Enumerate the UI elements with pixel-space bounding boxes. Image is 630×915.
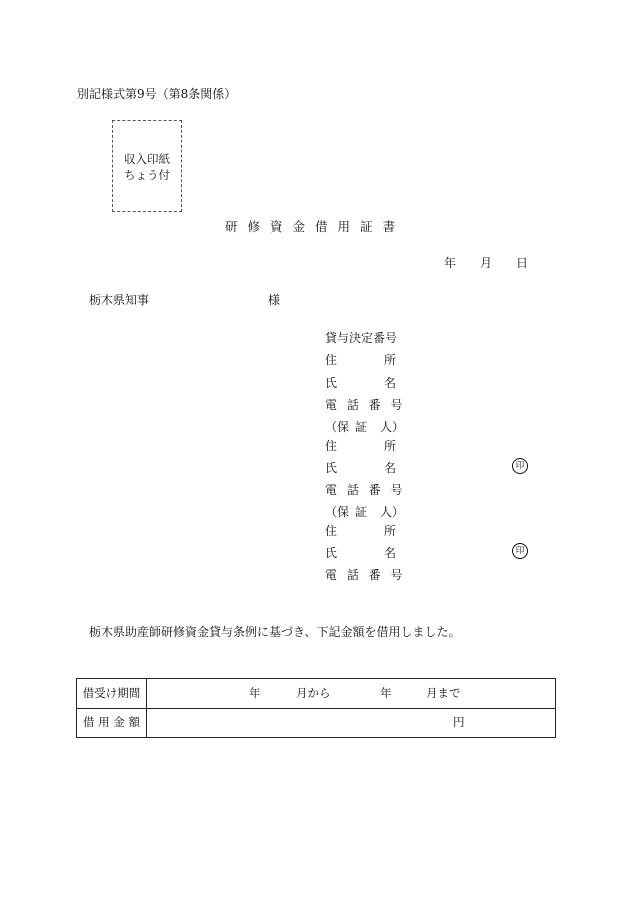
guarantor2-name-label-1: 氏 [325, 546, 338, 560]
date-month: 月 [480, 256, 493, 270]
borrower-name-label-2: 名 [384, 376, 397, 390]
document-title: 研修資金借用証書 [225, 219, 406, 234]
guarantor2-phone-label: 電 話 番 号 [325, 568, 406, 582]
guarantor2-heading-3: 人） [380, 505, 405, 519]
guarantor2-heading-2: 証 [355, 505, 368, 519]
guarantor1-address-label-2: 所 [384, 439, 397, 453]
guarantor1-name-label-2: 名 [384, 461, 397, 475]
revenue-stamp-line2: ちょう付 [124, 168, 170, 182]
guarantor1-address-label-1: 住 [325, 439, 338, 453]
revenue-stamp-line1: 収入印紙 [124, 152, 170, 166]
guarantor2-seal-mark: 印 [512, 543, 528, 559]
borrower-name-label-1: 氏 [325, 376, 338, 390]
guarantor1-phone-label: 電 話 番 号 [325, 483, 406, 497]
loan-amount-unit: 円 [453, 715, 465, 729]
guarantor1-name-label-1: 氏 [325, 461, 338, 475]
loan-amount-label: 借 用 金 額 [77, 708, 147, 737]
loan-period-row [77, 679, 555, 709]
revenue-stamp-text [113, 151, 181, 183]
loan-period-label: 借受け期間 [77, 679, 147, 708]
borrower-address-label-2: 所 [384, 353, 397, 367]
guarantor2-heading-1: （保 [325, 505, 350, 519]
loan-statement: 栃木県助産師研修資金貸与条例に基づき、下記金額を借用しました。 [89, 625, 461, 639]
borrower-address-label-1: 住 [325, 353, 338, 367]
guarantor1-heading-1: （保 [325, 420, 350, 434]
guarantor2-address-label-1: 住 [325, 524, 338, 538]
borrower-phone-label: 電 話 番 号 [325, 398, 406, 412]
date-year: 年 [444, 256, 457, 270]
guarantor1-heading-2: 証 [355, 420, 368, 434]
decision-number-label: 貸与決定番号 [325, 331, 398, 345]
loan-period-year-to: 年 [380, 686, 392, 700]
loan-period-year-from: 年 [249, 686, 261, 700]
guarantor1-heading-3: 人） [380, 420, 405, 434]
loan-period-month-to: 月まで [426, 686, 461, 700]
guarantor2-name-label-2: 名 [384, 546, 397, 560]
addressee-name: 栃木県知事 [89, 293, 150, 307]
loan-table [76, 678, 556, 738]
form-number: 別記様式第9号（第8条関係） [77, 87, 237, 101]
loan-amount-row [77, 708, 555, 737]
date-day: 日 [516, 256, 529, 270]
guarantor2-address-label-2: 所 [384, 524, 397, 538]
addressee-honorific: 様 [268, 293, 281, 307]
guarantor1-seal-mark: 印 [512, 458, 528, 474]
revenue-stamp-box [112, 120, 182, 212]
loan-period-month-from: 月から [296, 686, 331, 700]
